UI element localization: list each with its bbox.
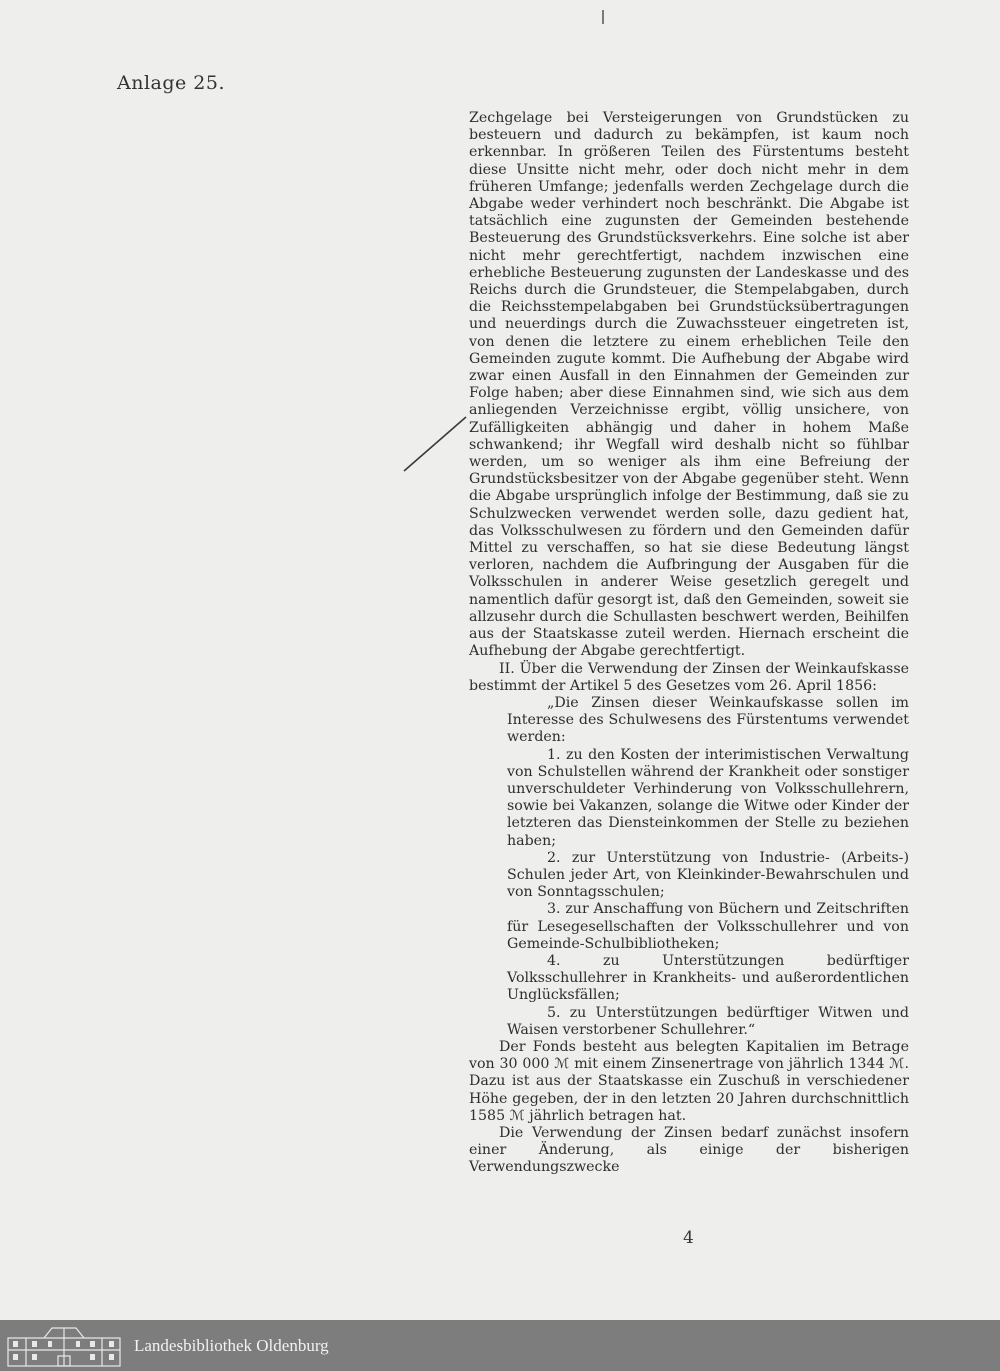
library-footer xyxy=(0,1320,1000,1371)
quote-intro: „Die Zinsen dieser Weinkaufskasse sollen im Interesse des Schulwesens des Fürstentums verwendet werden: xyxy=(507,694,909,746)
margin-pencil-stroke xyxy=(400,415,470,475)
page-number: 4 xyxy=(683,1228,694,1248)
annex-label: Anlage 25. xyxy=(117,72,226,94)
paragraph-abgabe: Zechgelage bei Versteigerungen von Grundstücken zu besteuern und dadurch zu bekämpfen, ist kaum noch erkennbar. In größeren Teilen des Fürstentums besteht diese Unsitte nicht mehr, oder doch nicht mehr in dem früheren Umfange; jedenfalls werden Zechgelage durch die Abgabe weder verhindert noch beschränkt. Die Abgabe ist tatsächlich eine zugunsten der Gemeinden bestehende Besteuerung des Grundstücksverkehrs. Eine solche ist aber nicht mehr gerechtfertigt, nachdem inzwischen eine erhebliche Besteuerung zugunsten der Landeskasse und des Reichs durch die Grundsteuer, die Stempelabgaben, durch die Reichsstempelabgaben bei Grundstücksübertragungen und neuerdings durch die Zuwachssteuer eingetreten ist, von denen die letztere zu einem erheblichen Teile den Gemeinden zugute kommt. Die Aufhebung der Abgabe wird zwar einen Ausfall in den Einnahmen der Gemeinden zur Folge haben; aber diese Einnahmen sind, wie sich aus dem anliegenden Verzeichnisse ergibt, völlig unsichere, von Zufälligkeiten abhängig und daher in hohem Maße schwankend; ihr Wegfall wird deshalb nicht so fühlbar werden, um so weniger als ihm eine Befreiung der Grundstücksbesitzer von der Abgabe gegenüber steht. Wenn die Abgabe ursprünglich infolge der Bestimmung, daß sie zu Schulzwecken verwendet werden solle, dazu gedient hat, das Volksschulwesen zu fördern und den Gemeinden dafür Mittel zu verschaffen, so hat sie diese Bedeutung längst verloren, nachdem die Aufbringung der Ausgaben für die Volksschulen in anderer Weise gesetzlich geregelt und namentlich dafür gesorgt ist, daß den Gemeinden, soweit sie allzusehr durch die Schullasten beschwert werden, Beihilfen aus der Staatskasse zuteil werden. Hiernach erscheint die Aufhebung der Abgabe gerechtfertigt. xyxy=(469,110,909,660)
quote-item-3: 3. zur Anschaffung von Büchern und Zeitschriften für Lesegesellschaften der Volksschullehrer und von Gemeinde-Schulbibliotheken; xyxy=(507,901,909,952)
library-name: Landesbibliothek Oldenburg xyxy=(134,1336,329,1355)
paragraph-section-ii: II. Über die Verwendung der Zinsen der Weinkaufskasse bestimmt der Artikel 5 des Gesetzes vom 26. April 1856: xyxy=(469,660,909,694)
paragraph-verwendung: Die Verwendung der Zinsen bedarf zunächst insofern einer Änderung, als einige der bisherigen Verwendungszwecke xyxy=(469,1124,909,1176)
quote-item-4: 4. zu Unterstützungen bedürftiger Volksschullehrer in Krankheits- und außerordentlichen Unglücksfällen; xyxy=(507,952,909,1004)
paragraph-fonds: Der Fonds besteht aus belegten Kapitalien im Betrage von 30 000 ℳ mit einem Zinsenertrage von jährlich 1344 ℳ. Dazu ist aus der Staatskasse ein Zuschuß in verschiedener Höhe gegeben, der in den letzten 20 Jahren durchschnittlich 1585 ℳ jährlich betragen hat. xyxy=(469,1038,909,1124)
statute-quote xyxy=(469,695,909,1039)
quote-item-1: 1. zu den Kosten der interimistischen Verwaltung von Schulstellen während der Krankheit oder sonstiger unverschuldeter Verhinderung von Volksschullehrern, sowie bei Vakanzen, solange die Witwe oder Kinder der letzteren das Diensteinkommen der Stelle zu beziehen haben; xyxy=(507,746,909,849)
page-top-mark xyxy=(602,10,604,24)
library-building-icon xyxy=(4,1324,124,1368)
quote-item-2: 2. zur Unterstützung von Industrie- (Arbeits-) Schulen jeder Art, von Kleinkinder-Bewahrschulen und von Sonntagsschulen; xyxy=(507,849,909,901)
quote-item-5: 5. zu Unterstützungen bedürftiger Witwen und Waisen verstorbener Schullehrer.“ xyxy=(507,1004,909,1038)
text-column xyxy=(469,110,909,1177)
